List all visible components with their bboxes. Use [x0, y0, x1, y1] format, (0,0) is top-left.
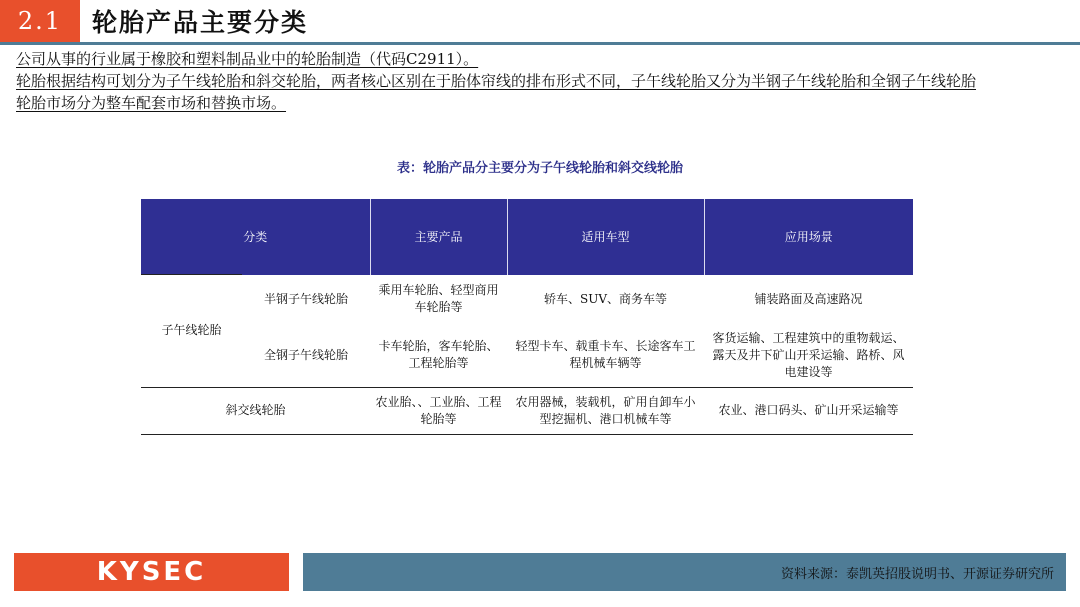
scene-cell: 客货运输、工程建筑中的重物载运、露天及井下矿山开采运输、路桥、风电建设等 [712, 330, 905, 379]
section-number: 2.1 [0, 0, 80, 42]
subcategory-cell: 全钢子午线轮胎 [264, 347, 349, 362]
bullet-list [16, 48, 1066, 114]
bullet-item: 公司从事的行业属于橡胶和塑料制品业中的轮胎制造（代码C2911）。 [16, 50, 479, 68]
scene-cell: 农业、港口码头、矿山开采运输等 [704, 387, 913, 434]
subcategory-cell: 半钢子午线轮胎 [264, 291, 349, 306]
scene-cell: 铺装路面及高速路况 [754, 291, 863, 306]
table-row [141, 324, 913, 388]
table-row [141, 387, 913, 434]
table-row [141, 275, 913, 324]
product-cell: 卡车轮胎，客车轮胎、工程轮胎等 [378, 339, 499, 370]
product-cell: 乘用车轮胎、轻型商用车轮胎等 [378, 283, 499, 314]
bullet-item: 轮胎市场分为整车配套市场和替换市场。 [16, 94, 287, 112]
page-title: 轮胎产品主要分类 [92, 8, 309, 37]
source-note: 资料来源：泰凯英招股说明书、开源证券研究所 [303, 553, 1066, 591]
table-header-row [141, 199, 913, 275]
tire-classification-table [141, 199, 913, 435]
table-caption: 表：轮胎产品分主要分为子午线轮胎和斜交线轮胎 [396, 161, 683, 176]
product-cell: 农业胎、、工业胎、工程轮胎等 [370, 387, 507, 434]
header-vehicle: 适用车型 [507, 199, 704, 275]
vehicle-cell: 农用器械，装载机，矿用自卸车小型挖掘机、港口机械车等 [507, 387, 704, 434]
group-radial: 子午线轮胎 [141, 275, 242, 388]
header-divider [0, 42, 1080, 45]
header-scene: 应用场景 [704, 199, 913, 275]
bullet-item: 轮胎根据结构可划分为子午线轮胎和斜交轮胎，两者核心区别在于胎体帘线的排布形式不同，子午线轮胎又分为半钢子午线轮胎和全钢子午线轮胎 [16, 72, 977, 90]
vehicle-cell: 轿车、SUV、商务车等 [544, 291, 668, 306]
header-category: 分类 [141, 199, 370, 275]
header-product: 主要产品 [370, 199, 507, 275]
kysec-logo: KYSEC [14, 553, 289, 591]
vehicle-cell: 轻型卡车、载重卡车、长途客车工程机械车辆等 [515, 339, 696, 370]
group-bias: 斜交线轮胎 [141, 387, 370, 434]
